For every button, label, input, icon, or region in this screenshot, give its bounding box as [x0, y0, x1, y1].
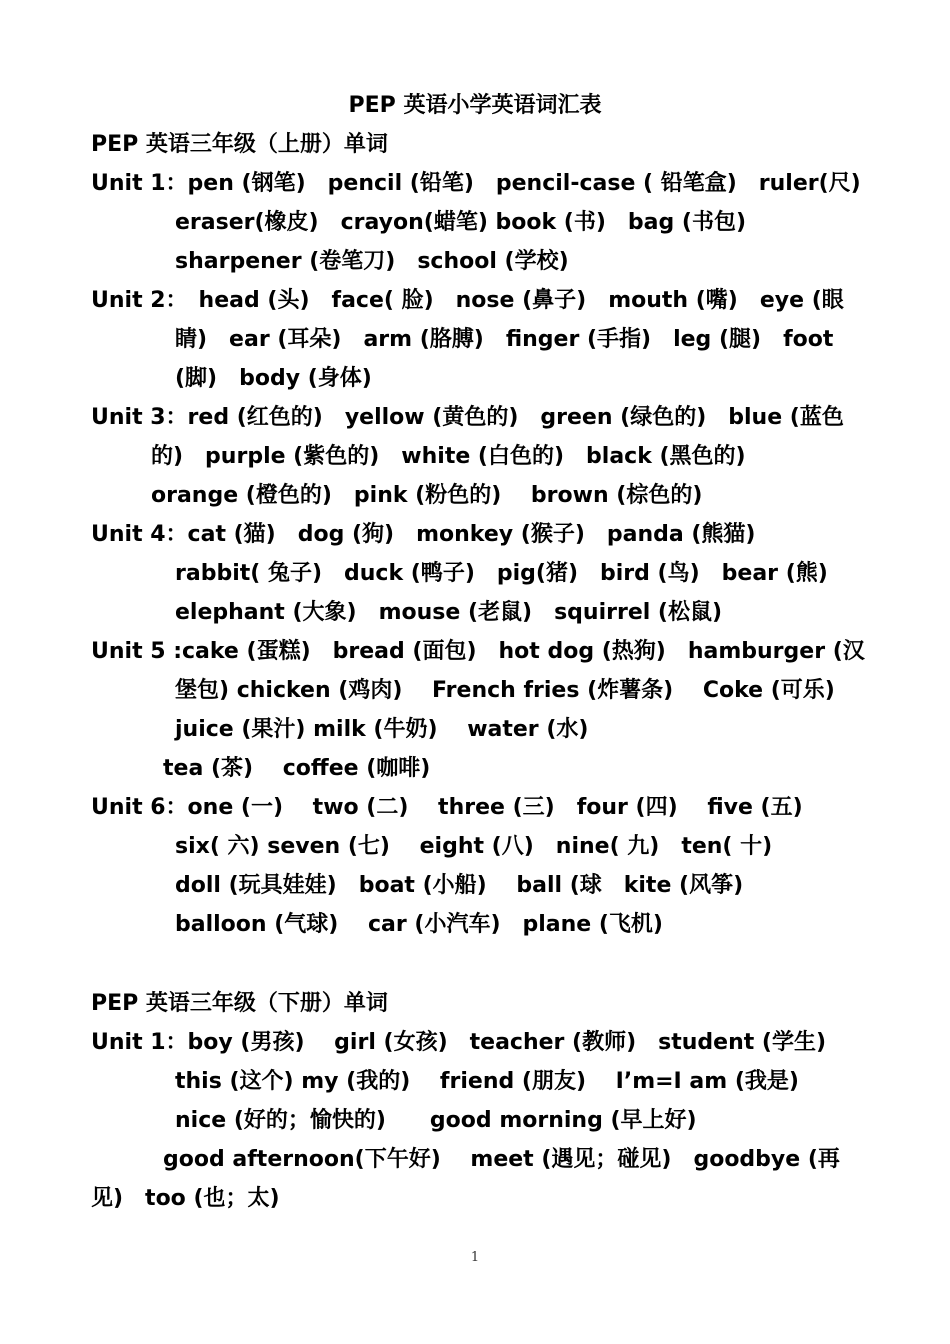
text-line: Unit 3：red (红色的) yellow (黄色的) green (绿色的) blue (蓝色: [91, 405, 844, 430]
text-line: doll (玩具娃娃) boat (小船) ball (球 kite (风筝): [175, 873, 744, 898]
text-line: nice (好的；愉快的) good morning (早上好): [175, 1108, 697, 1133]
document-title: PEP 英语小学英语词汇表: [348, 93, 602, 118]
text-line: balloon (气球) car (小汽车) plane (飞机): [175, 912, 663, 937]
text-line: good afternoon(下午好) meet (遇见；碰见) goodbye (再: [163, 1147, 840, 1172]
text-line: 睛) ear (耳朵) arm (胳膊) finger (手指) leg (腿) foot: [175, 327, 834, 352]
text-line: tea (茶) coffee (咖啡): [163, 756, 431, 781]
text-line: Unit 4：cat (猫) dog (狗) monkey (猴子) panda (熊猫): [91, 522, 756, 547]
text-line: Unit 1：pen (钢笔) pencil (铅笔) pencil-case ( 铅笔盒) ruler(尺): [91, 171, 861, 196]
text-line: sharpener (卷笔刀) school (学校): [175, 249, 569, 274]
text-line: juice (果汁) milk (牛奶) water (水): [175, 717, 589, 742]
text-line: Unit 5 :cake (蛋糕) bread (面包) hot dog (热狗) hamburger (汉: [91, 639, 865, 664]
page-number: 1: [470, 1250, 480, 1265]
text-line: (脚) body (身体): [175, 366, 372, 391]
text-line: this (这个) my (我的) friend (朋友) I’m=I am (我是): [175, 1069, 799, 1094]
text-line: orange (橙色的) pink (粉色的) brown (棕色的): [151, 483, 703, 508]
section-heading-grade3-vol1: PEP 英语三年级（上册）单词: [91, 132, 388, 157]
text-line: Unit 1：boy (男孩) girl (女孩) teacher (教师) student (学生): [91, 1030, 827, 1055]
text-line: 堡包) chicken (鸡肉) French fries (炸薯条) Coke (可乐): [175, 678, 835, 703]
text-line: six( 六) seven (七) eight (八) nine( 九) ten( 十): [175, 834, 773, 859]
text-line: Unit 6：one (一) two (二) three (三) four (四) five (五): [91, 795, 803, 820]
text-line: rabbit( 兔子) duck (鸭子) pig(猪) bird (鸟) bear (熊): [175, 561, 828, 586]
section-heading-grade3-vol2: PEP 英语三年级（下册）单词: [91, 991, 388, 1016]
text-line: 见) too (也；太): [91, 1186, 280, 1211]
text-line: eraser(橡皮) crayon(蜡笔) book (书) bag (书包): [175, 210, 747, 235]
text-line: elephant (大象) mouse (老鼠) squirrel (松鼠): [175, 600, 723, 625]
text-line: Unit 2： head (头) face( 脸) nose (鼻子) mouth (嘴) eye (眼: [91, 288, 844, 313]
text-line: 的) purple (紫色的) white (白色的) black (黑色的): [151, 444, 746, 469]
